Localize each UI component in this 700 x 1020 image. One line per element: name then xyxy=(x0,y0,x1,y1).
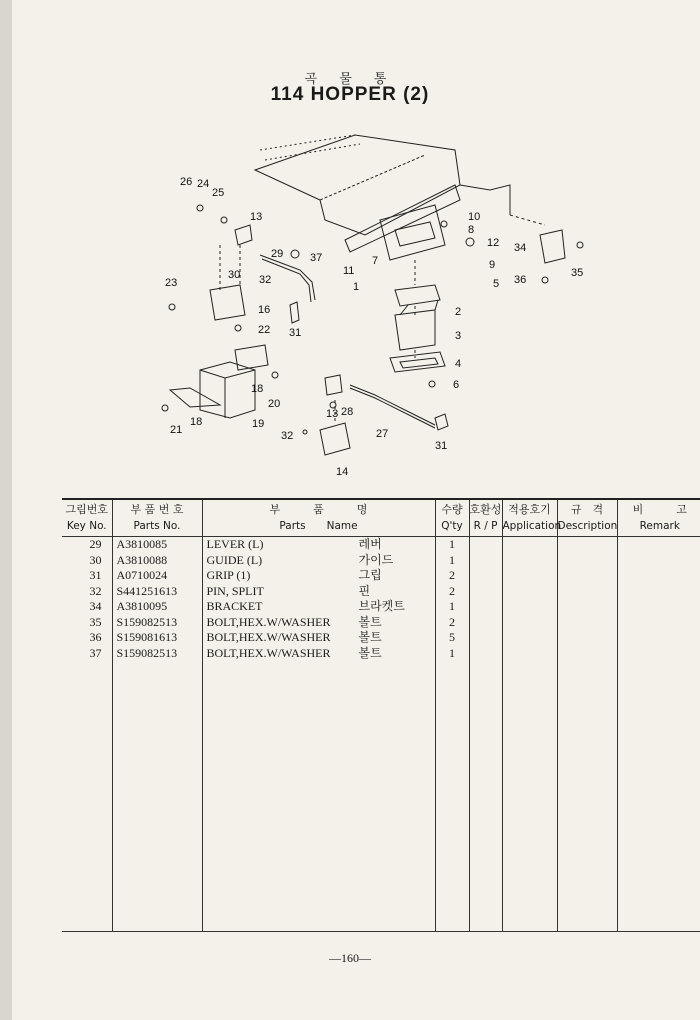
svg-text:28: 28 xyxy=(341,406,354,418)
svg-text:31: 31 xyxy=(289,327,302,339)
header-parts-no: 부 품 번 호 Parts No. xyxy=(112,499,202,537)
svg-text:14: 14 xyxy=(336,466,349,478)
svg-text:6: 6 xyxy=(453,379,460,391)
svg-text:25: 25 xyxy=(212,187,225,199)
part-28 xyxy=(325,375,342,395)
bracket-34 xyxy=(540,230,565,263)
svg-text:36: 36 xyxy=(514,274,527,286)
svg-text:13: 13 xyxy=(250,211,263,223)
svg-text:32: 32 xyxy=(281,430,294,442)
svg-text:29: 29 xyxy=(271,248,284,260)
title-english: 114 HOPPER (2) xyxy=(270,84,430,105)
svg-text:35: 35 xyxy=(571,267,584,279)
grip-31-left xyxy=(290,302,299,323)
guide-37 xyxy=(291,250,299,258)
svg-text:18: 18 xyxy=(251,383,264,395)
table-header-row xyxy=(62,499,700,537)
table-row: 37 S159082513 BOLT,HEX.W/WASHER 볼트 1 xyxy=(62,646,700,662)
bolt-20 xyxy=(272,372,278,378)
svg-text:5: 5 xyxy=(493,278,500,290)
hopper-body-outline xyxy=(255,135,460,235)
cable-27 xyxy=(350,385,435,425)
svg-text:23: 23 xyxy=(165,277,178,289)
svg-text:24: 24 xyxy=(197,178,210,190)
svg-text:3: 3 xyxy=(455,330,462,342)
table-row: 32 S441251613 PIN, SPLIT 핀 2 xyxy=(62,584,700,600)
bushing-12 xyxy=(466,238,474,246)
bolt-35 xyxy=(577,242,583,248)
nut-22 xyxy=(235,325,241,331)
svg-text:37: 37 xyxy=(310,252,323,264)
part-3-chute xyxy=(395,310,435,350)
bolt-36 xyxy=(542,277,548,283)
page-edge-shadow xyxy=(0,0,12,1020)
part-16-switch xyxy=(210,285,245,320)
table-row: 31 A0710024 GRIP (1) 그립 2 xyxy=(62,568,700,584)
svg-text:18: 18 xyxy=(190,416,203,428)
svg-text:8: 8 xyxy=(468,224,475,236)
exploded-parts-diagram xyxy=(150,130,600,480)
svg-text:19: 19 xyxy=(252,418,265,430)
title-korean: 곡 물 통 xyxy=(304,72,396,87)
nut-6 xyxy=(429,381,435,387)
table-empty-space xyxy=(62,661,700,932)
svg-text:9: 9 xyxy=(489,259,496,271)
bolt-24 xyxy=(197,205,203,211)
header-qty: 수량 Q'ty xyxy=(435,499,469,537)
svg-text:22: 22 xyxy=(258,324,271,336)
svg-text:21: 21 xyxy=(170,424,183,436)
part-19-box xyxy=(200,362,255,418)
header-remark: 비 고 Remark xyxy=(617,499,700,537)
svg-text:10: 10 xyxy=(468,211,481,223)
header-key: 그림번호 Key No. xyxy=(62,499,112,537)
parts-table xyxy=(62,498,700,932)
svg-text:31: 31 xyxy=(435,440,448,452)
part-21-bracket xyxy=(170,388,220,407)
frame-plate xyxy=(380,205,445,260)
svg-text:1: 1 xyxy=(353,281,360,293)
part-2-frame xyxy=(395,285,440,306)
svg-text:12: 12 xyxy=(487,237,500,249)
table-row: 29 A3810085 LEVER (L) 레버 1 xyxy=(62,537,700,553)
page-number: —160— xyxy=(329,951,371,965)
table-row: 35 S159082513 BOLT,HEX.W/WASHER 볼트 2 xyxy=(62,615,700,631)
svg-text:34: 34 xyxy=(514,242,527,254)
table-row: 30 A3810088 GUIDE (L) 가이드 1 xyxy=(62,553,700,569)
svg-text:7: 7 xyxy=(372,255,379,267)
svg-text:11: 11 xyxy=(343,265,355,277)
part-14-solenoid xyxy=(320,423,350,455)
svg-text:13: 13 xyxy=(326,408,339,420)
bolt-21 xyxy=(162,405,168,411)
svg-text:2: 2 xyxy=(455,306,462,318)
part-18-bracket xyxy=(235,345,268,370)
table-row: 34 A3810095 BRACKET 브라켓트 1 xyxy=(62,599,700,615)
header-rp: 호환성 R / P xyxy=(469,499,502,537)
svg-text:4: 4 xyxy=(455,358,462,370)
table-row: 36 S159081613 BOLT,HEX.W/WASHER 볼트 5 xyxy=(62,630,700,646)
header-description: 규 격 Description xyxy=(557,499,617,537)
pin-32b xyxy=(303,430,307,434)
svg-text:20: 20 xyxy=(268,398,281,410)
svg-text:30: 30 xyxy=(228,269,241,281)
svg-text:27: 27 xyxy=(376,428,389,440)
svg-text:32: 32 xyxy=(259,274,272,286)
svg-text:16: 16 xyxy=(258,304,271,316)
header-parts-name: 부 품 명 Parts Name xyxy=(202,499,435,537)
bolt-10 xyxy=(441,221,447,227)
svg-text:26: 26 xyxy=(180,176,193,188)
header-application: 적용호기 Application xyxy=(502,499,557,537)
bolt-23 xyxy=(169,304,175,310)
